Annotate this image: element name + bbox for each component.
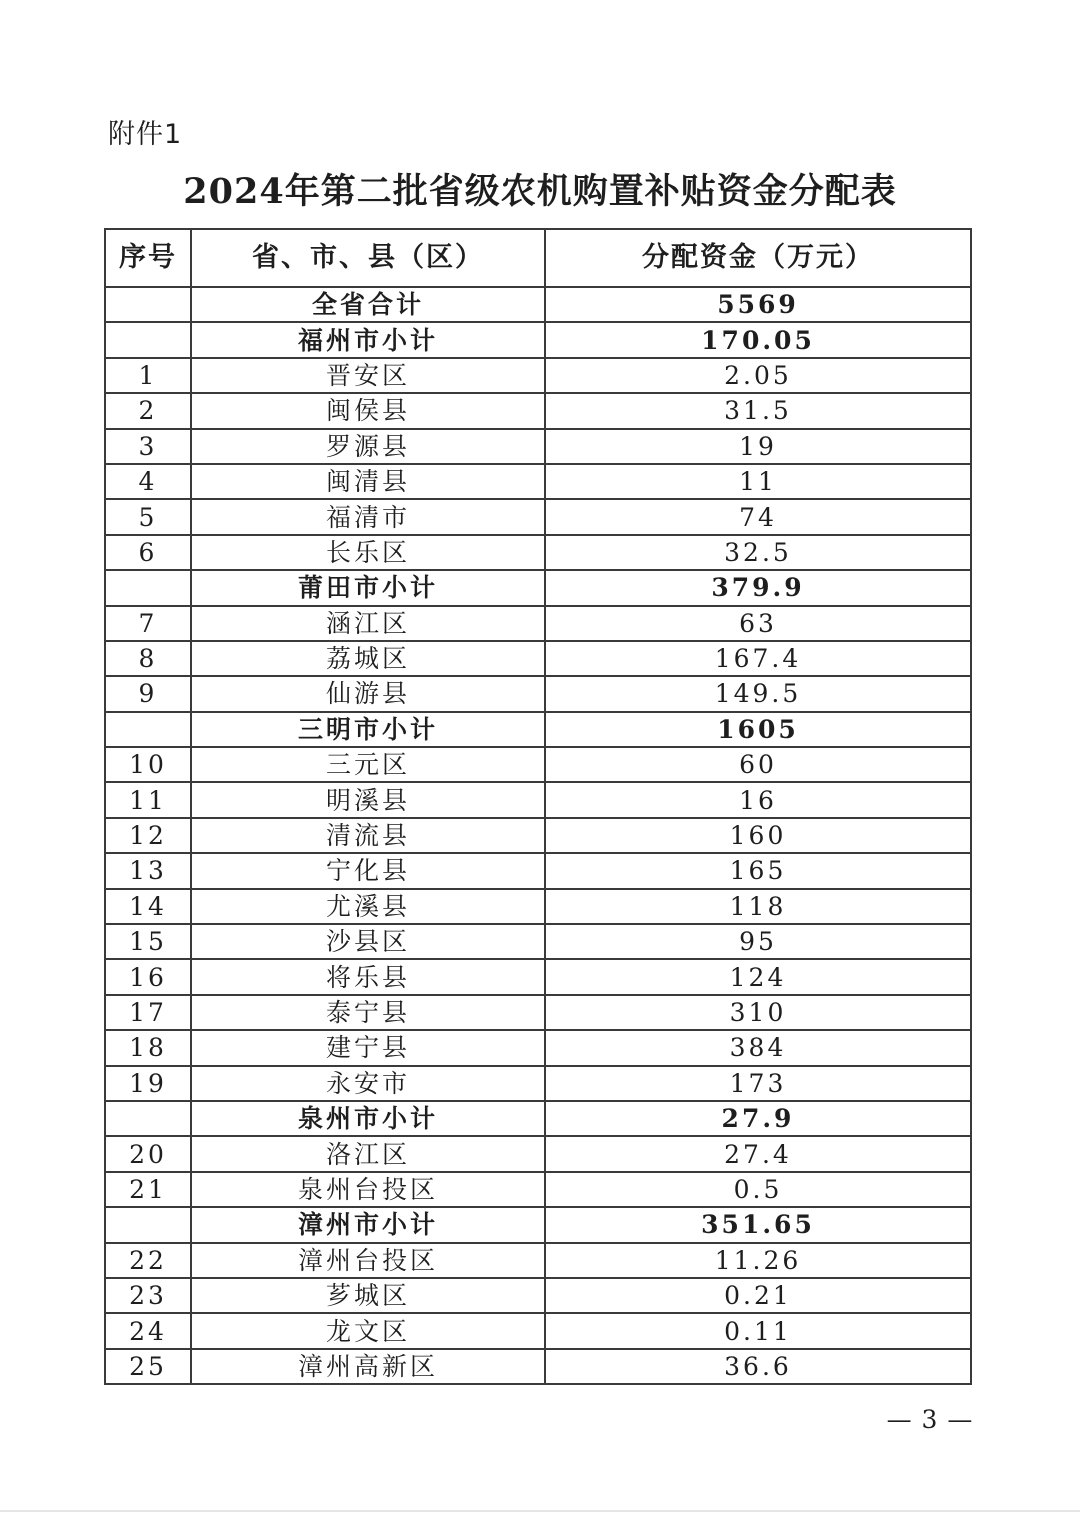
cell-serial-number: 5: [105, 499, 191, 534]
cell-amount: 2.05: [545, 358, 971, 393]
cell-serial-number: 10: [105, 747, 191, 782]
cell-amount: 32.5: [545, 535, 971, 570]
cell-region-name: 闽清县: [191, 464, 545, 499]
cell-region-name: 芗城区: [191, 1278, 545, 1313]
table-row: [105, 995, 971, 1030]
cell-serial-number: 11: [105, 782, 191, 817]
cell-serial-number: 7: [105, 606, 191, 641]
table-row: [105, 1349, 971, 1384]
cell-region-name: 荔城区: [191, 641, 545, 676]
subtotal-row: [105, 322, 971, 357]
table-row: [105, 676, 971, 711]
cell-serial-number: 13: [105, 853, 191, 888]
table-row: [105, 1243, 971, 1278]
cell-amount: 74: [545, 499, 971, 534]
table-row: [105, 747, 971, 782]
cell-serial-number: [105, 570, 191, 605]
cell-serial-number: 20: [105, 1136, 191, 1171]
cell-serial-number: 25: [105, 1349, 191, 1384]
cell-serial-number: [105, 322, 191, 357]
table-row: [105, 1066, 971, 1101]
cell-serial-number: 16: [105, 959, 191, 994]
cell-region-name: 漳州市小计: [191, 1207, 545, 1242]
cell-amount: 149.5: [545, 676, 971, 711]
cell-amount: 0.5: [545, 1172, 971, 1207]
cell-serial-number: [105, 1101, 191, 1136]
cell-amount: 124: [545, 959, 971, 994]
cell-amount: 31.5: [545, 393, 971, 428]
cell-amount: 351.65: [545, 1207, 971, 1242]
cell-amount: 11.26: [545, 1243, 971, 1278]
cell-serial-number: 22: [105, 1243, 191, 1278]
cell-region-name: 建宁县: [191, 1030, 545, 1065]
cell-region-name: 晋安区: [191, 358, 545, 393]
cell-serial-number: 18: [105, 1030, 191, 1065]
cell-amount: 167.4: [545, 641, 971, 676]
cell-region-name: 泉州台投区: [191, 1172, 545, 1207]
attachment-label: 附件1: [108, 119, 183, 150]
table-row: [105, 1030, 971, 1065]
subtotal-row: [105, 287, 971, 322]
cell-region-name: 泉州市小计: [191, 1101, 545, 1136]
cell-amount: 27.4: [545, 1136, 971, 1171]
cell-serial-number: [105, 712, 191, 747]
cell-amount: 60: [545, 747, 971, 782]
table-row: [105, 853, 971, 888]
cell-serial-number: 3: [105, 429, 191, 464]
cell-serial-number: [105, 1207, 191, 1242]
cell-amount: 95: [545, 924, 971, 959]
table-row: [105, 959, 971, 994]
cell-amount: 384: [545, 1030, 971, 1065]
cell-region-name: 漳州台投区: [191, 1243, 545, 1278]
cell-serial-number: 24: [105, 1313, 191, 1348]
cell-region-name: 涵江区: [191, 606, 545, 641]
cell-amount: 310: [545, 995, 971, 1030]
cell-region-name: 将乐县: [191, 959, 545, 994]
cell-region-name: 清流县: [191, 818, 545, 853]
cell-region-name: 永安市: [191, 1066, 545, 1101]
cell-serial-number: 9: [105, 676, 191, 711]
table-row: [105, 358, 971, 393]
header-serial-number: 序号: [105, 229, 191, 287]
header-region: 省、市、县（区）: [191, 229, 545, 287]
cell-amount: 0.21: [545, 1278, 971, 1313]
subtotal-row: [105, 570, 971, 605]
document-title: 2024年第二批省级农机购置补贴资金分配表: [183, 171, 897, 212]
cell-amount: 27.9: [545, 1101, 971, 1136]
table-row: [105, 499, 971, 534]
cell-region-name: 沙县区: [191, 924, 545, 959]
table-row: [105, 535, 971, 570]
cell-serial-number: 21: [105, 1172, 191, 1207]
cell-serial-number: 17: [105, 995, 191, 1030]
header-amount: 分配资金（万元）: [545, 229, 971, 287]
cell-amount: 170.05: [545, 322, 971, 357]
cell-amount: 0.11: [545, 1313, 971, 1348]
cell-amount: 173: [545, 1066, 971, 1101]
cell-amount: 19: [545, 429, 971, 464]
cell-region-name: 长乐区: [191, 535, 545, 570]
cell-serial-number: 19: [105, 1066, 191, 1101]
cell-amount: 16: [545, 782, 971, 817]
cell-amount: 1605: [545, 712, 971, 747]
cell-serial-number: 14: [105, 889, 191, 924]
table-row: [105, 1278, 971, 1313]
cell-region-name: 全省合计: [191, 287, 545, 322]
page-number: — 3 —: [886, 1405, 974, 1434]
cell-amount: 160: [545, 818, 971, 853]
table-row: [105, 464, 971, 499]
cell-serial-number: 12: [105, 818, 191, 853]
cell-region-name: 尤溪县: [191, 889, 545, 924]
cell-region-name: 洛江区: [191, 1136, 545, 1171]
cell-region-name: 福州市小计: [191, 322, 545, 357]
allocation-table: [104, 228, 972, 1385]
page-bottom-edge: [0, 1510, 1080, 1512]
cell-region-name: 罗源县: [191, 429, 545, 464]
cell-serial-number: 4: [105, 464, 191, 499]
table-header-row: [105, 229, 971, 287]
cell-amount: 118: [545, 889, 971, 924]
table-row: [105, 924, 971, 959]
cell-region-name: 泰宁县: [191, 995, 545, 1030]
table-body: [105, 287, 971, 1384]
cell-amount: 379.9: [545, 570, 971, 605]
cell-region-name: 漳州高新区: [191, 1349, 545, 1384]
table-row: [105, 606, 971, 641]
cell-serial-number: 15: [105, 924, 191, 959]
table-row: [105, 1136, 971, 1171]
table-row: [105, 782, 971, 817]
cell-serial-number: [105, 287, 191, 322]
cell-region-name: 闽侯县: [191, 393, 545, 428]
cell-serial-number: 8: [105, 641, 191, 676]
cell-amount: 11: [545, 464, 971, 499]
subtotal-row: [105, 1101, 971, 1136]
cell-amount: 165: [545, 853, 971, 888]
cell-region-name: 仙游县: [191, 676, 545, 711]
table-row: [105, 429, 971, 464]
table-row: [105, 889, 971, 924]
cell-amount: 36.6: [545, 1349, 971, 1384]
cell-serial-number: 2: [105, 393, 191, 428]
cell-amount: 5569: [545, 287, 971, 322]
table-row: [105, 1172, 971, 1207]
table-row: [105, 641, 971, 676]
table-row: [105, 393, 971, 428]
cell-region-name: 龙文区: [191, 1313, 545, 1348]
table-row: [105, 818, 971, 853]
subtotal-row: [105, 712, 971, 747]
table-row: [105, 1313, 971, 1348]
subtotal-row: [105, 1207, 971, 1242]
cell-region-name: 明溪县: [191, 782, 545, 817]
cell-region-name: 莆田市小计: [191, 570, 545, 605]
cell-region-name: 宁化县: [191, 853, 545, 888]
cell-amount: 63: [545, 606, 971, 641]
cell-serial-number: 1: [105, 358, 191, 393]
cell-region-name: 福清市: [191, 499, 545, 534]
cell-serial-number: 6: [105, 535, 191, 570]
cell-region-name: 三明市小计: [191, 712, 545, 747]
cell-serial-number: 23: [105, 1278, 191, 1313]
cell-region-name: 三元区: [191, 747, 545, 782]
